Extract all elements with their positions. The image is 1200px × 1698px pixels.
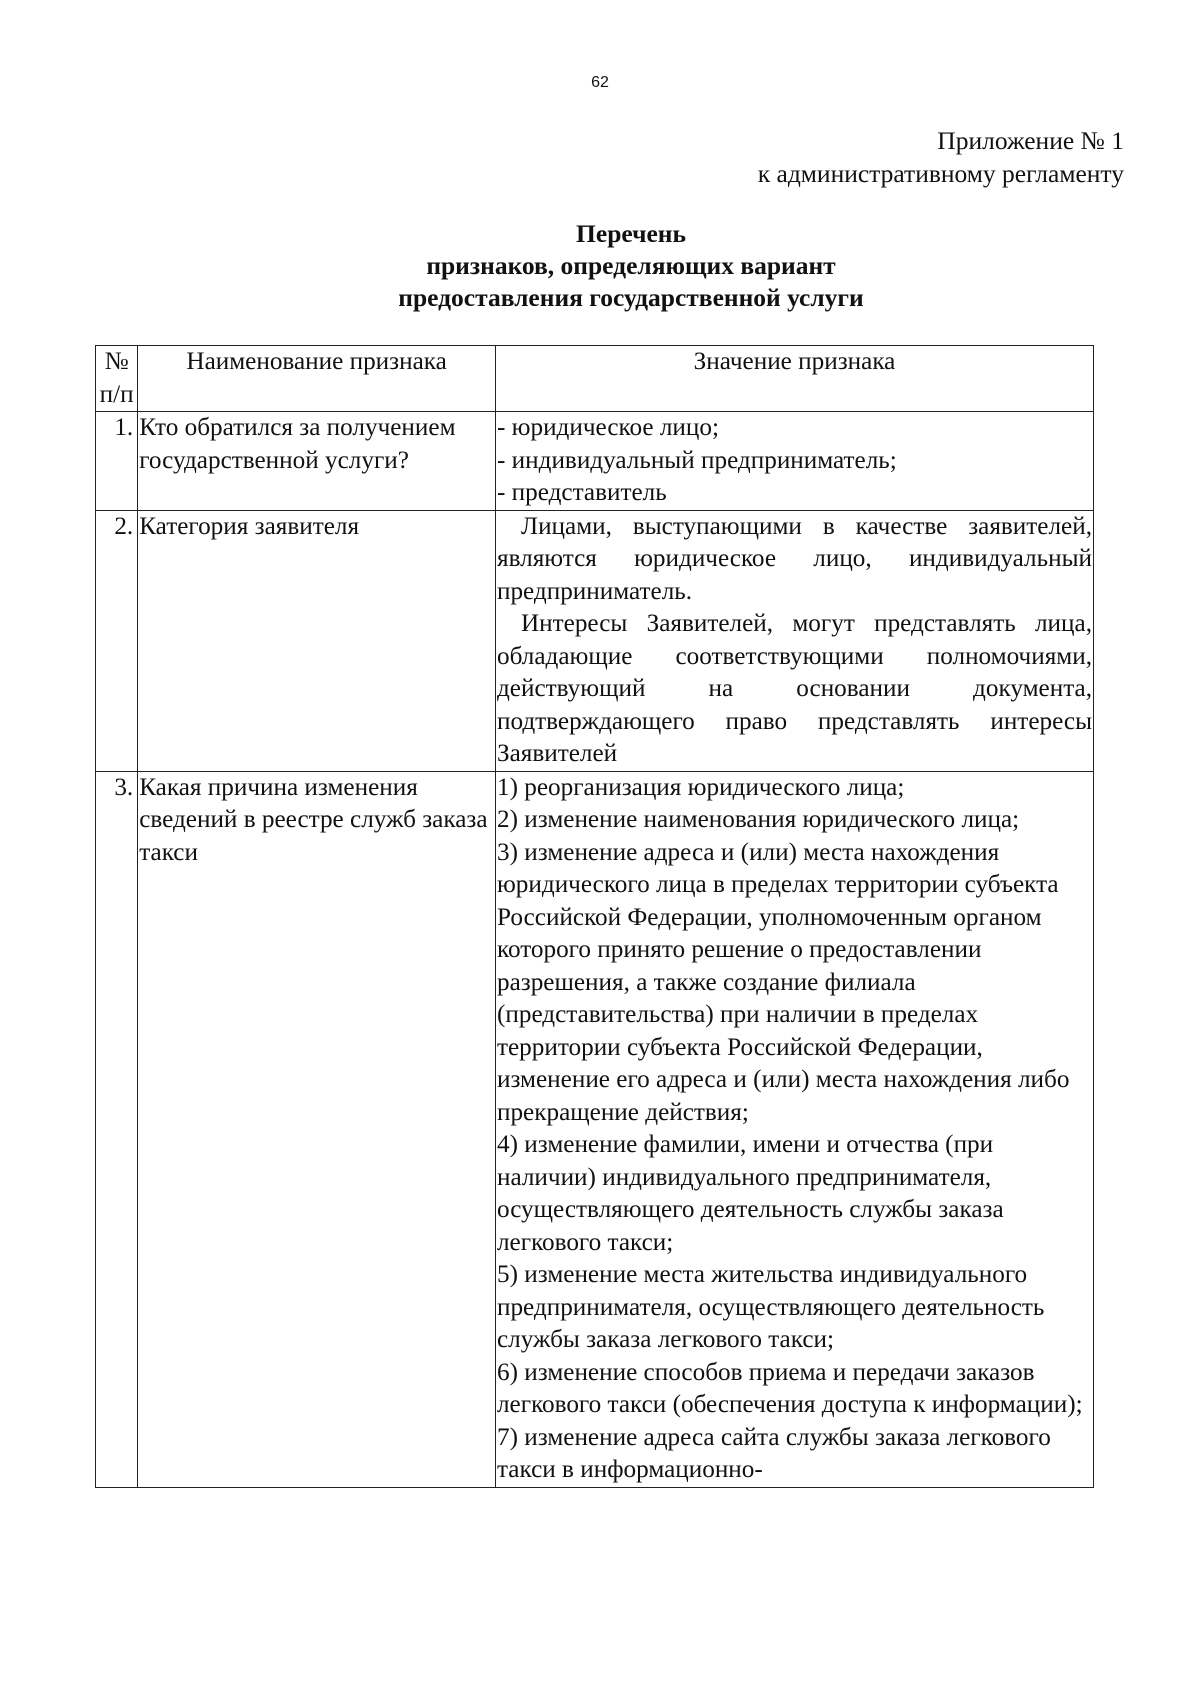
value-item: 7) изменение адреса сайта службы заказа легкового такси в информационно- bbox=[496, 1423, 1051, 1483]
header-value: Значение признака bbox=[495, 346, 1093, 412]
value-item: 2) изменение наименования юридического лица; bbox=[496, 806, 1020, 833]
table-row bbox=[96, 771, 1094, 1487]
appendix-caption bbox=[758, 124, 1124, 190]
value-line: - юридическое лицо; bbox=[496, 414, 719, 441]
title-line-1: Перечень bbox=[576, 219, 686, 248]
row-number: 1. bbox=[96, 412, 138, 511]
value-item: 6) изменение способов приема и передачи заказов легкового такси (обеспечения доступа к информации); bbox=[496, 1358, 1083, 1418]
value-line: - индивидуальный предприниматель; bbox=[496, 446, 897, 474]
value-item: 5) изменение места жительства индивидуального предпринимателя, осуществляющего деятельность службы заказа легкового такси; bbox=[496, 1261, 1045, 1353]
value-item: 1) реорганизация юридического лица; bbox=[496, 773, 905, 801]
table-row bbox=[96, 412, 1094, 511]
criterion-name: Категория заявителя bbox=[138, 510, 496, 771]
appendix-line-2: к административному регламенту bbox=[757, 159, 1124, 188]
criterion-name: Кто обратился за получением государственной услуги? bbox=[138, 412, 496, 511]
page-number: 62 bbox=[591, 74, 609, 91]
value-line: - представитель bbox=[496, 479, 667, 506]
value-item: 3) изменение адреса и (или) места нахождения юридического лица в пределах территории субъекта Российской Федерации, уполномоченным органом которого принято решение о предоставлении разрешения, а также создание филиала (представительства) при наличии в пределах территории субъекта Российской Федерации, изменение его адреса и (или) места нахождения либо прекращение действия; bbox=[496, 838, 1070, 1126]
criterion-value bbox=[495, 510, 1093, 771]
value-paragraph: Интересы Заявителей, могут представлять лица, обладающие соответствующими полномочиями, действующий на основании документа, подтверждающего право представлять интересы Заявителей bbox=[496, 610, 1092, 767]
table-header-row bbox=[96, 346, 1094, 412]
criterion-value bbox=[495, 771, 1093, 1487]
header-num: № п/п bbox=[96, 346, 138, 412]
appendix-line-1: Приложение № 1 bbox=[937, 126, 1124, 155]
document-title bbox=[0, 218, 1200, 314]
title-line-3: предоставления государственной услуги bbox=[398, 283, 864, 312]
row-number: 3. bbox=[96, 771, 138, 1487]
value-item: 4) изменение фамилии, имени и отчества (при наличии) индивидуального предпринимателя, осуществляющего деятельность службы заказа легкового такси; bbox=[496, 1131, 1004, 1256]
criteria-table bbox=[95, 345, 1094, 1488]
table-row bbox=[96, 510, 1094, 771]
header-name: Наименование признака bbox=[138, 346, 496, 412]
criterion-name: Какая причина изменения сведений в реестре служб заказа такси bbox=[138, 771, 496, 1487]
criterion-value bbox=[495, 412, 1093, 511]
row-number: 2. bbox=[96, 510, 138, 771]
value-paragraph: Лицами, выступающими в качестве заявителей, являются юридическое лицо, индивидуальный предприниматель. bbox=[496, 512, 1092, 605]
title-line-2: признаков, определяющих вариант bbox=[426, 251, 836, 280]
